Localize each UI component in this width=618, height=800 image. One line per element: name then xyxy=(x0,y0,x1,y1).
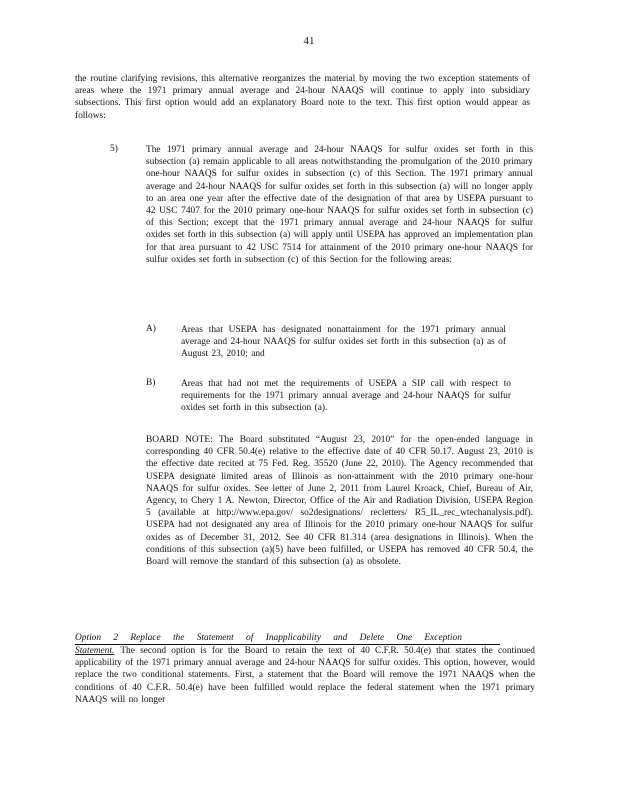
board-note: BOARD NOTE: The Board substituted “August 23, 2010” for the open-ended language in corresponding 40 CFR 50.4(e) relative to the effective date of 40 CFR 50.17. August 23, 2010 is the effective date recited at 75 Fed. Reg. 35520 (June 22, 2010). The Agency recommended that USEPA designate limited areas of Illinois as non-attainment with the 2010 primary one-hour NAAQS for sulfur oxides. See letter of June 2, 2011 from Laurel Kroack, Chief, Bureau of Air, Agency, to Chery 1 A. Newton, Director, Office of the Air and Radiation Division, USEPA Region 5 (available at http://www.epa.gov/ so2designations/ recletters/ R5_IL_rec_wtechanalysis.pdf). USEPA had not designated any area of Illinois for the 2010 primary one-hour NAAQS for sulfur oxides as of December 31, 2012. See 40 CFR 81.314 (area designations in Illinois). When the conditions of this subsection (a)(5) have been fulfilled, or USEPA has removed 40 CFR 50.4, the Board will remove the standard of this subsection (a) as obsolete. xyxy=(146,435,533,568)
option-2-lead: Statement. xyxy=(75,646,115,656)
intro-paragraph: the routine clarifying revisions, this alternative reorganizes the material by moving the two exception statements of areas where the 1971 primary annual average and 24-hour NAAQS will continue to apply into subsidiary subsections. This first option would add an explanatory Board note to the text. This first option would appear as follows: xyxy=(75,74,530,121)
option-2-text: The second option is for the Board to retain the text of 40 C.F.R. 50.4(e) that states the continued applicability of the 1971 primary annual average and 24-hour NAAQS for sulfur oxides. This option, however, would replace the two conditional statements. First, a statement that the Board will remove the 1971 NAAQS when the conditions of 40 C.F.R. 50.4(e) have been fulfilled would replace the federal statement when the 1971 primary NAAQS will no longer xyxy=(75,646,535,705)
subitem-a-text: Areas that USEPA has designated nonattainment for the 1971 primary annual average and 24-hour NAAQS for sulfur oxides set forth in this subsection (a) as of August 23, 2010; and xyxy=(181,325,506,360)
item-5-number: 5) xyxy=(110,144,118,154)
subitem-a-letter: A) xyxy=(146,324,156,334)
option-2-heading: Option 2 Replace the Statement of Inapplicability and Delete One Exception xyxy=(75,632,500,645)
subitem-b-text: Areas that had not met the requirements of USEPA a SIP call with respect to requirements for the 1971 primary annual average and 24-hour NAAQS for sulfur oxides set forth in this subsection (a). xyxy=(181,379,511,414)
item-5-text: The 1971 primary annual average and 24-hour NAAQS for sulfur oxides set forth in this subsection (a) remain applicable to all areas notwithstanding the promulgation of the 2010 primary one-hour NAAQS for sulfur oxides in subsection (c) of this Section. The 1971 primary annual average and 24-hour NAAQS for sulfur oxides set forth in this subsection (a) will no longer apply to an area one year after the effective date of the designation of that area by USEPA pursuant to 42 USC 7407 for the 2010 primary one-hour NAAQS for sulfur oxides set forth in subsection (c) of this Section; except that the 1971 primary annual average and 24-hour NAAQS for sulfur oxides set forth in this subsection (a) will apply until USEPA has approved an implementation plan for that area pursuant to 42 USC 7514 for attainment of the 2010 primary one-hour NAAQS for sulfur oxides set forth in subsection (c) of this Section for the following areas: xyxy=(146,145,533,265)
option-2-paragraph xyxy=(75,645,535,706)
subitem-b-letter: B) xyxy=(146,378,156,388)
page-number: 41 xyxy=(303,35,315,47)
